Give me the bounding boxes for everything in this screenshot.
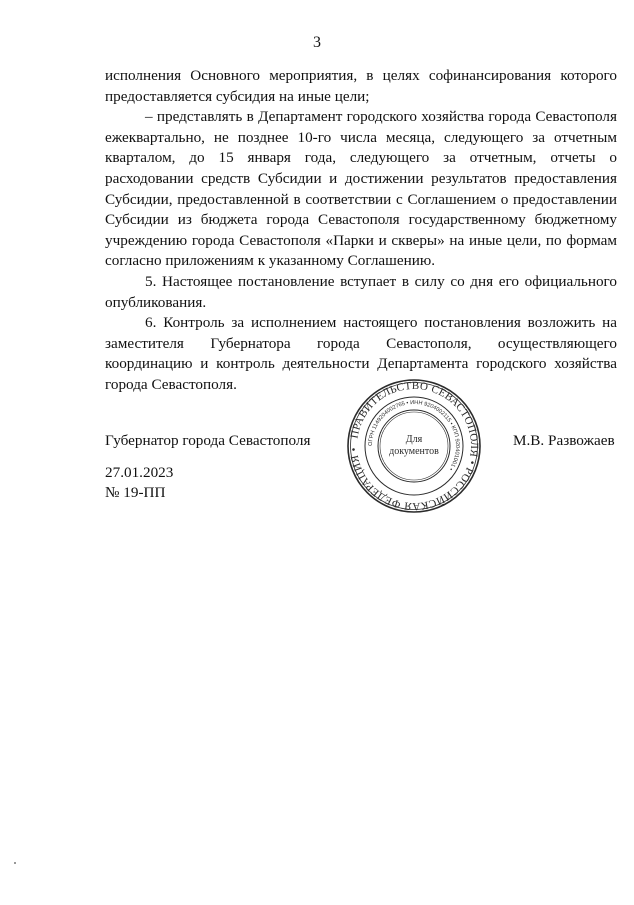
signatory-position: Губернатор города Севастополя — [105, 432, 311, 449]
seal-center-line1: Для — [405, 434, 423, 445]
seal-center-line2: документов — [389, 446, 439, 457]
signatory-name: М.В. Развожаев — [513, 432, 615, 449]
scan-speck — [14, 862, 16, 864]
paragraph-6: 6. Контроль за исполнением настоящего постановления возложить на заместителя Губернатора города Севастополя, осуществляющего координацию и контроль деятельности Департамента городского хозяйства города Севастополя. — [105, 314, 617, 393]
seal-inner-text: ОГРН 1149204002765 • ИНН 9204002115 • КПП 920401001 • — [367, 399, 461, 472]
document-date: 27.01.2023 — [105, 464, 174, 481]
official-seal — [346, 378, 482, 514]
seal-icon — [346, 378, 482, 514]
seal-outer-text: ПРАВИТЕЛЬСТВО СЕВАСТОПОЛЯ • РОССИЙСКАЯ ФЕДЕРАЦИЯ • — [347, 379, 481, 513]
paragraph-5: 5. Настоящее постановление вступает в силу со дня его официального опубликования. — [105, 272, 617, 311]
paragraph-reporting-obligation: – представлять в Департамент городского хозяйства города Севастополя ежеквартально, не позднее 10-го числа месяца, следующего за отчетным кварталом, до 15 января года, следующего за отчетным, отчеты о расходовании средств Субсидии и достижении результатов предоставления Субсидии, предоставленной в соответствии с Соглашением о предоставлении Субсидии из бюджета города Севастополя государственному бюджетному учреждению города Севастополя «Парки и скверы» на иные цели, по формам согласно приложениям к указанному Соглашению. — [105, 108, 617, 270]
paragraph-continuation: исполнения Основного мероприятия, в целях софинансирования которого предоставляется субсидия на иные цели; — [105, 67, 617, 105]
page-number: 3 — [313, 34, 321, 51]
document-info — [105, 463, 173, 503]
document-body — [105, 66, 617, 396]
document-number: № 19-ПП — [105, 484, 166, 501]
